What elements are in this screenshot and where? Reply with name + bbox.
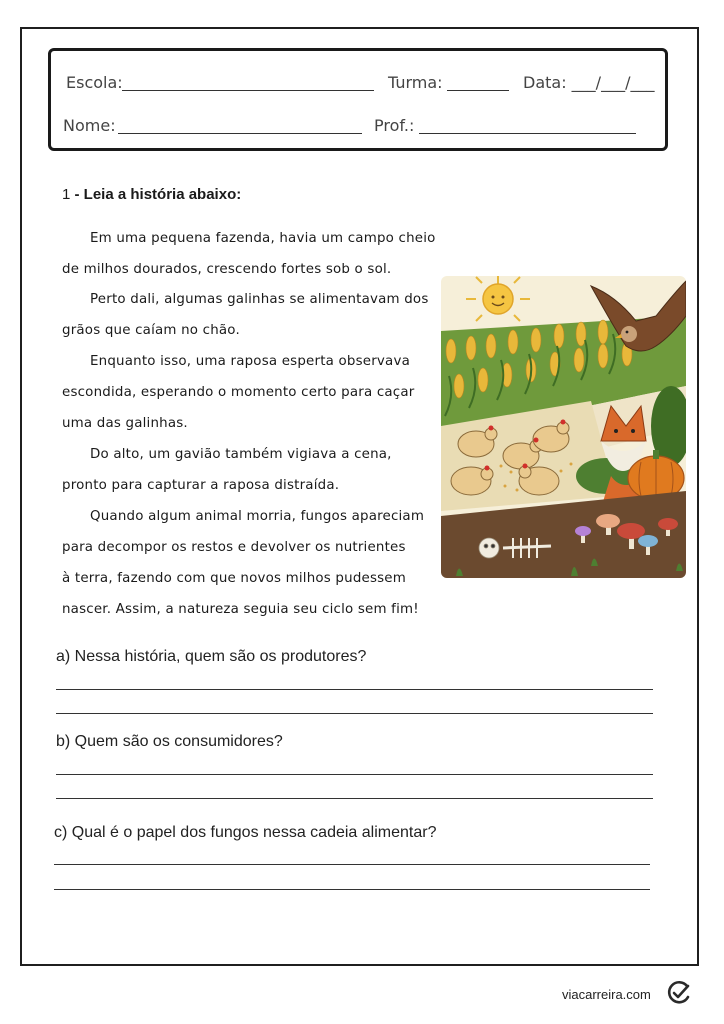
nome-field[interactable] (118, 133, 362, 134)
answer-line-c1[interactable] (54, 864, 650, 865)
answer-line-c2[interactable] (54, 889, 650, 890)
escola-field[interactable] (122, 90, 374, 91)
check-logo-icon (666, 980, 692, 1006)
turma-field[interactable] (447, 90, 509, 91)
question-a: a) Nessa história, quem são os produtores? (56, 648, 367, 665)
escola-label: Escola: (66, 73, 123, 92)
question-c: c) Qual é o papel dos fungos nessa cadeia alimentar? (54, 824, 437, 841)
story-line: Quando algum animal morria, fungos apareciam (90, 509, 425, 524)
turma-label: Turma: (388, 73, 443, 92)
exercise-number: 1 (62, 186, 71, 203)
data-field[interactable]: Data: ___/___/___ (523, 73, 655, 92)
exercise-instruction: - Leia a história abaixo: (70, 186, 242, 203)
answer-line-a1[interactable] (56, 689, 653, 690)
story-line: Perto dali, algumas galinhas se alimentavam dos (90, 292, 429, 307)
nome-label: Nome: (63, 116, 116, 135)
exercise-title (62, 186, 241, 203)
story-line: pronto para capturar a raposa distraída. (62, 478, 340, 493)
question-b: b) Quem são os consumidores? (56, 733, 283, 750)
story-line: Do alto, um gavião também vigiava a cena, (90, 447, 392, 462)
footer-site-link[interactable]: viacarreira.com (562, 987, 651, 1002)
story-line: escondida, esperando o momento certo para caçar (62, 385, 415, 400)
prof-label: Prof.: (374, 116, 415, 135)
prof-field[interactable] (419, 133, 636, 134)
student-info-box (48, 48, 668, 151)
story-line: Em uma pequena fazenda, havia um campo cheio (90, 231, 436, 246)
story-line: à terra, fazendo com que novos milhos pudessem (62, 571, 406, 586)
farm-food-chain-illustration (441, 276, 686, 578)
story-line: nascer. Assim, a natureza seguia seu ciclo sem fim! (62, 602, 419, 617)
answer-line-b2[interactable] (56, 798, 653, 799)
story-line: Enquanto isso, uma raposa esperta observava (90, 354, 410, 369)
answer-line-b1[interactable] (56, 774, 653, 775)
story-line: grãos que caíam no chão. (62, 323, 240, 338)
story-line: de milhos dourados, crescendo fortes sob o sol. (62, 262, 392, 277)
answer-line-a2[interactable] (56, 713, 653, 714)
story-line: para decompor os restos e devolver os nutrientes (62, 540, 406, 555)
story-line: uma das galinhas. (62, 416, 188, 431)
